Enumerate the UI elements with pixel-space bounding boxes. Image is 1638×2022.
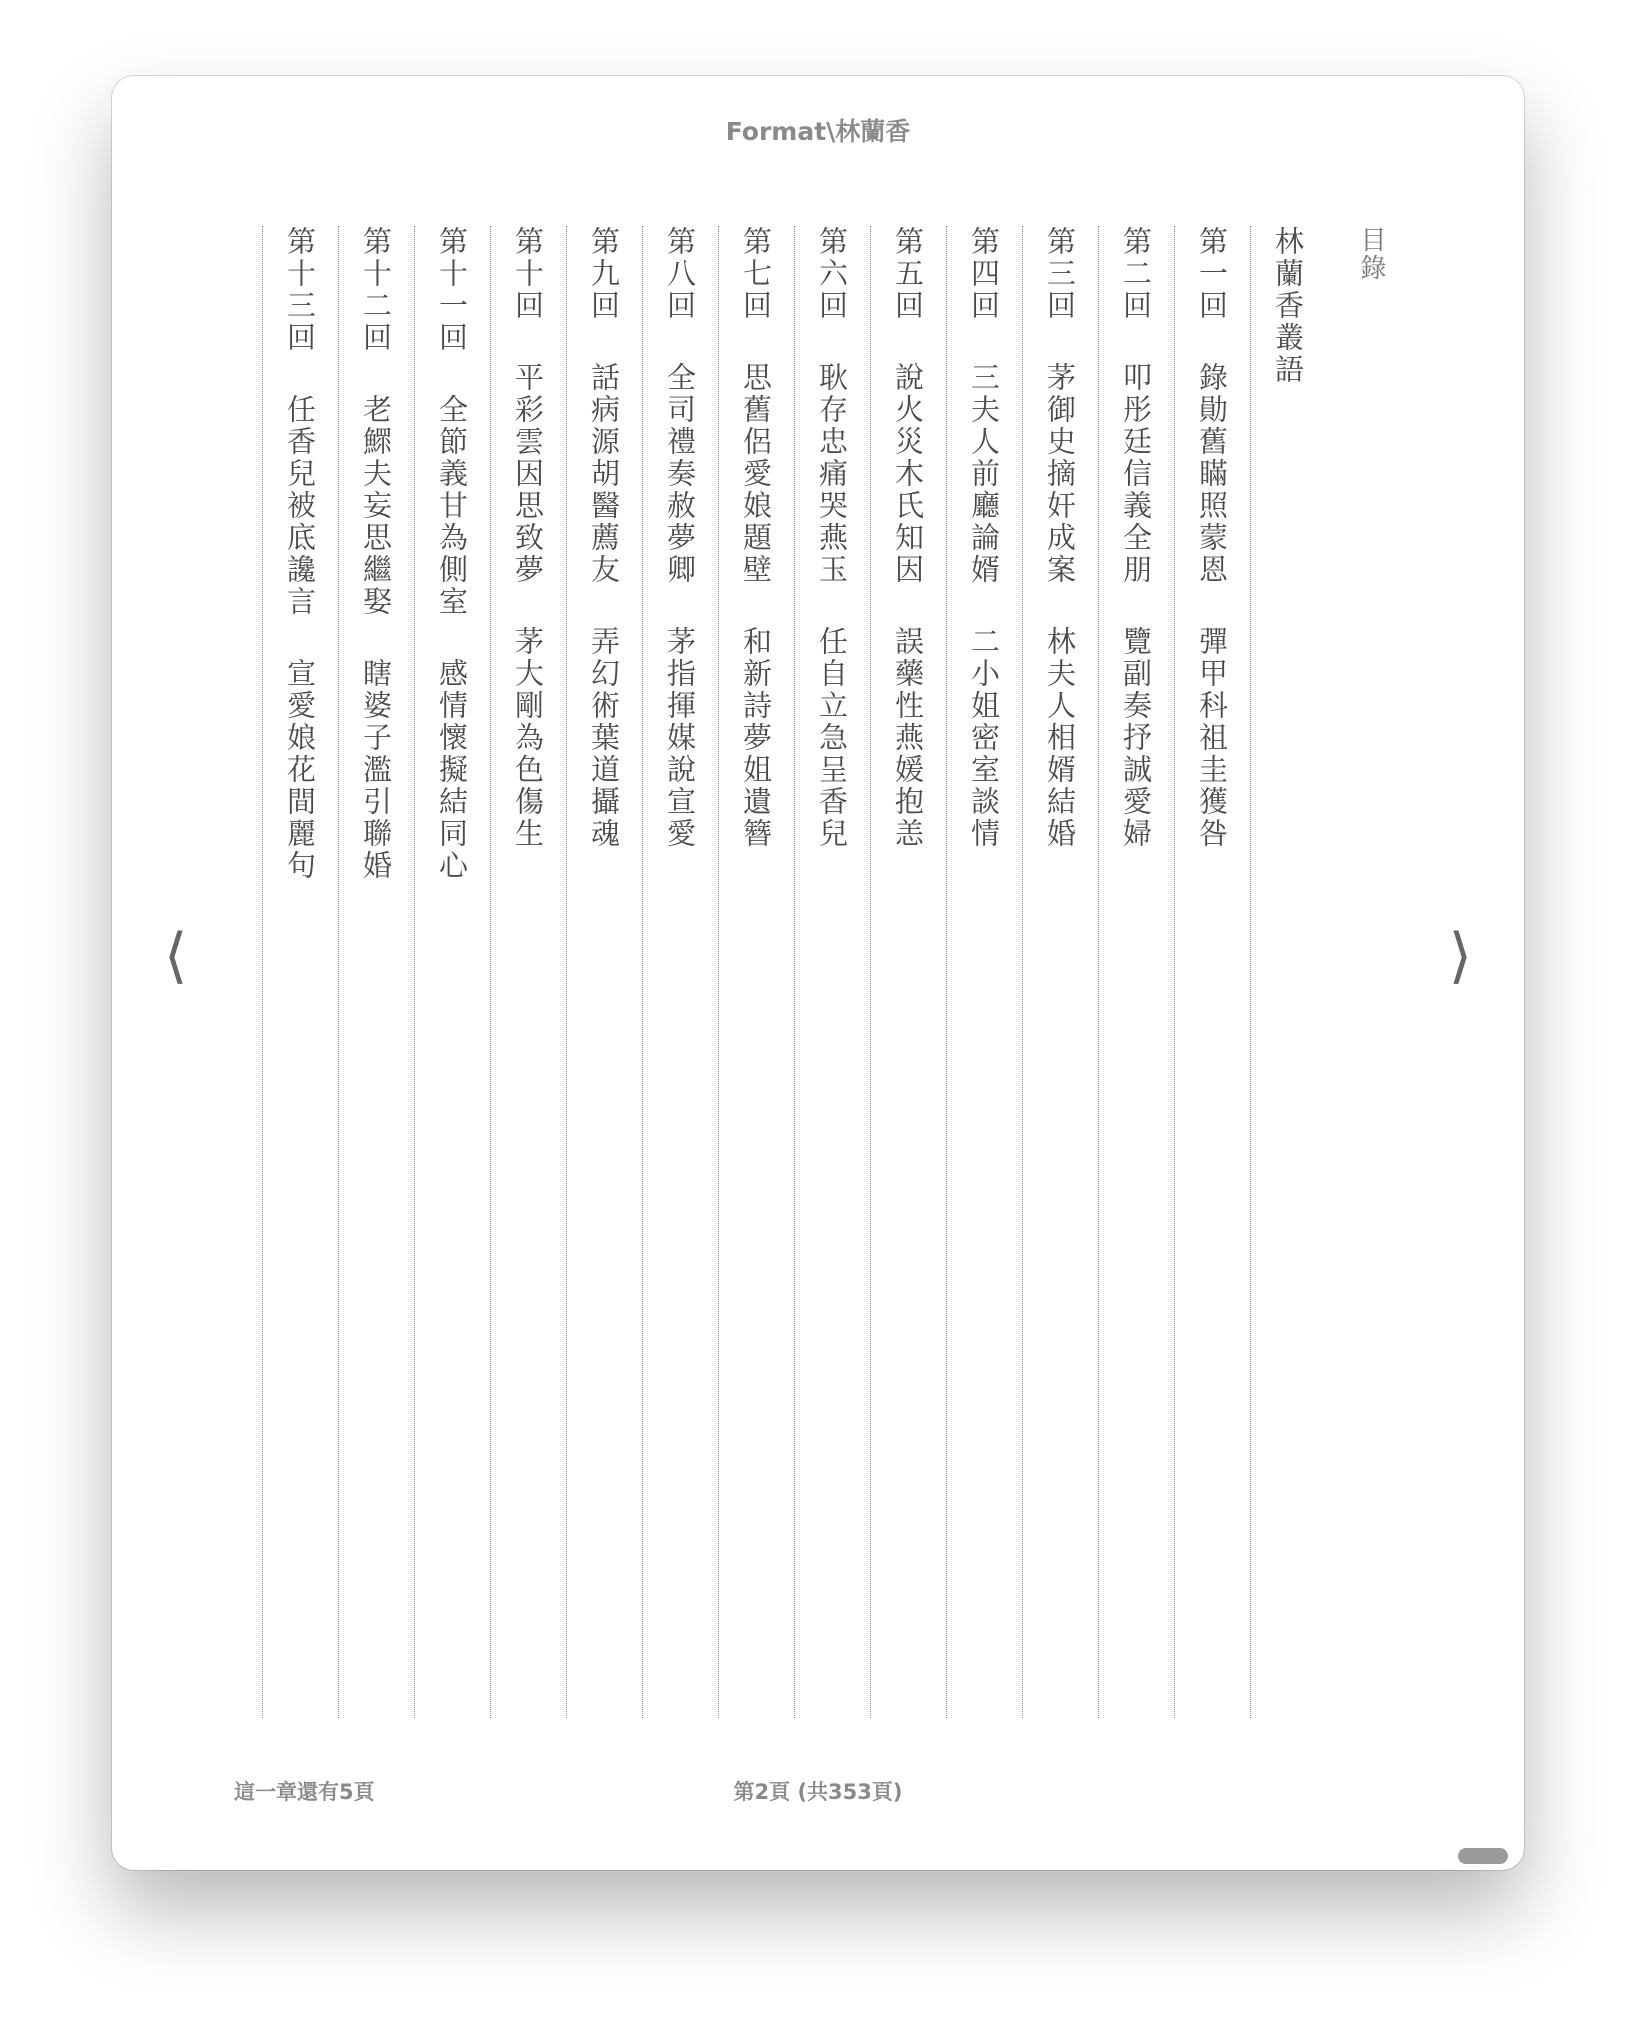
- chapter-number: 第四回: [967, 226, 1001, 322]
- toc-chapter-item[interactable]: [566, 226, 642, 1718]
- chapter-number: 第七回: [739, 226, 773, 322]
- chapter-title-second: 林夫人相婿結婚: [1043, 626, 1077, 850]
- chapter-title-second: 誤藥性燕媛抱恙: [891, 626, 925, 850]
- toc-page: [262, 226, 1386, 1718]
- toc-chapter-item[interactable]: [338, 226, 414, 1718]
- toc-chapter-item[interactable]: [718, 226, 794, 1718]
- chapter-title-second: 和新詩夢姐遺簪: [739, 626, 773, 850]
- chapter-list: [262, 226, 1250, 1718]
- chapter-title-first: 錄勛舊瞞照蒙恩: [1195, 362, 1229, 586]
- toc-chapter-item[interactable]: [642, 226, 718, 1718]
- chapter-title-first: 全司禮奏赦夢卿: [663, 362, 697, 586]
- toc-chapter-item[interactable]: [946, 226, 1022, 1718]
- chapter-title-first: 話病源胡醫薦友: [587, 362, 621, 586]
- chapter-number: 第二回: [1119, 226, 1153, 322]
- toc-chapter-item[interactable]: [1098, 226, 1174, 1718]
- chapter-title-first: 三夫人前廳論婿: [967, 362, 1001, 586]
- chapter-title-second: 感情懷擬結同心: [435, 658, 469, 882]
- toc-heading: 目錄: [1356, 226, 1386, 282]
- chapter-number: 第一回: [1195, 226, 1229, 322]
- book-title: [1250, 226, 1326, 1718]
- chapter-title-second: 彈甲科祖圭獲咎: [1195, 626, 1229, 850]
- resize-grip[interactable]: [1458, 1848, 1508, 1864]
- chapter-title-second: 二小姐密室談情: [967, 626, 1001, 850]
- chapter-number: 第十三回: [283, 226, 317, 354]
- chapter-number: 第十二回: [359, 226, 393, 354]
- toc-chapter-item[interactable]: [490, 226, 566, 1718]
- toc-chapter-item[interactable]: [262, 226, 338, 1718]
- chapter-remaining: 這一章還有5頁: [234, 1780, 375, 1804]
- chapter-number: 第三回: [1043, 226, 1077, 322]
- chapter-title-first: 叩彤廷信義全朋: [1119, 362, 1153, 586]
- chapter-title-second: 瞎婆子濫引聯婚: [359, 658, 393, 882]
- chapter-number: 第九回: [587, 226, 621, 322]
- page-indicator: 第2頁 (共353頁): [733, 1780, 903, 1804]
- chapter-title-second: 茅大剛為色傷生: [511, 626, 545, 850]
- chapter-title-first: 老鰥夫妄思繼娶: [359, 394, 393, 618]
- chapter-title-second: 任自立急呈香兒: [815, 626, 849, 850]
- book-title-text: 林蘭香叢語: [1271, 226, 1305, 386]
- chapter-title-first: 茅御史摘奸成案: [1043, 362, 1077, 586]
- toc-chapter-item[interactable]: [794, 226, 870, 1718]
- chapter-title-first: 思舊侶愛娘題壁: [739, 362, 773, 586]
- previous-page-button[interactable]: ⟨: [164, 921, 188, 991]
- toc-chapter-item[interactable]: [1174, 226, 1250, 1718]
- toc-chapter-item[interactable]: [1022, 226, 1098, 1718]
- chapter-number: 第十一回: [435, 226, 469, 354]
- reader-window: [112, 76, 1524, 1870]
- chapter-number: 第六回: [815, 226, 849, 322]
- toc-chapter-item[interactable]: [414, 226, 490, 1718]
- chapter-title-first: 全節義甘為側室: [435, 394, 469, 618]
- chapter-title-second: 覽副奏抒誠愛婦: [1119, 626, 1153, 850]
- chapter-number: 第八回: [663, 226, 697, 322]
- window-title: Format\林蘭香: [725, 117, 911, 146]
- chapter-title-second: 弄幻術葉道攝魂: [587, 626, 621, 850]
- chapter-title-first: 平彩雲因思致夢: [511, 362, 545, 586]
- chapter-number: 第十回: [511, 226, 545, 322]
- next-page-button[interactable]: ⟩: [1448, 921, 1472, 991]
- toc-chapter-item[interactable]: [870, 226, 946, 1718]
- chapter-title-first: 任香兒被底讒言: [283, 394, 317, 618]
- chapter-title-first: 說火災木氏知因: [891, 362, 925, 586]
- chapter-number: 第五回: [891, 226, 925, 322]
- chapter-title-first: 耿存忠痛哭燕玉: [815, 362, 849, 586]
- chapter-title-second: 宣愛娘花間麗句: [283, 658, 317, 882]
- chapter-title-second: 茅指揮媒說宣愛: [663, 626, 697, 850]
